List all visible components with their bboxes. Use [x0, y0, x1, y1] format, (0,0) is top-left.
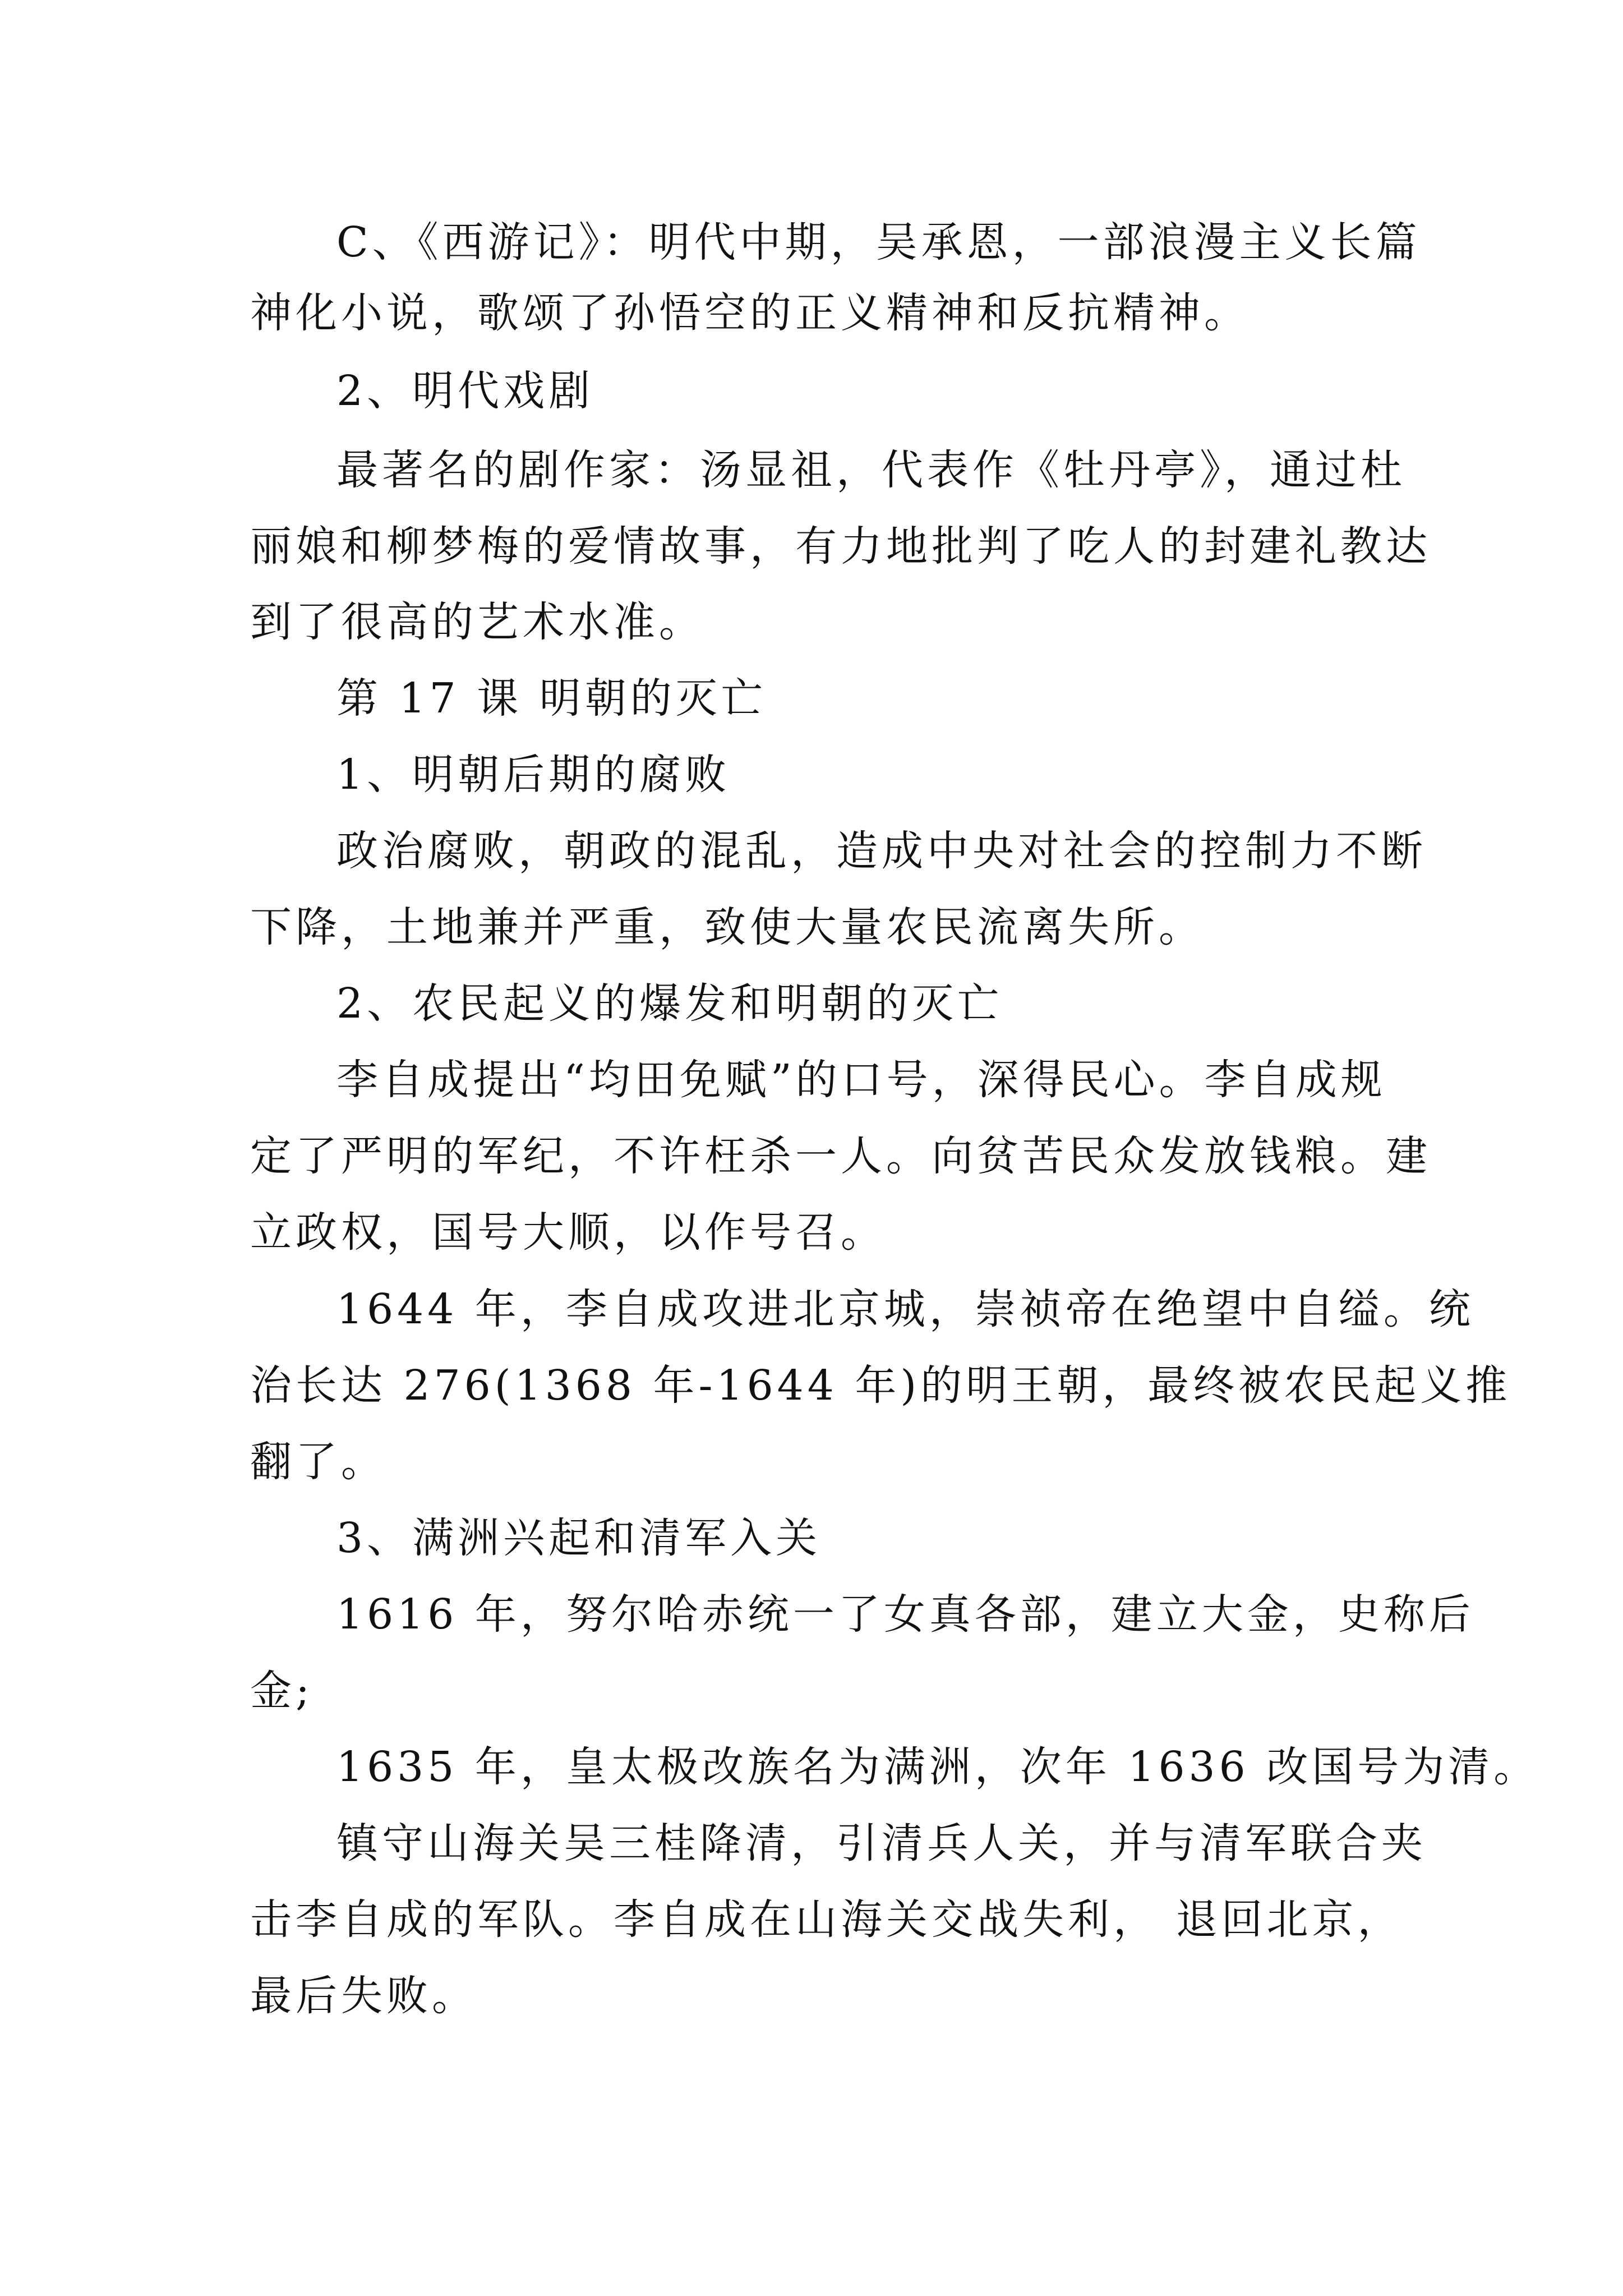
- text-line-22: 镇守山海关吴三桂降清，引清兵人关，并与清军联合夹: [336, 1819, 1427, 1867]
- text-line-24: 最后失败。: [250, 1972, 477, 2020]
- text-line-23: 击李自成的军队。李自成在山海关交战失利， 退回北京，: [250, 1895, 1403, 1944]
- text-line-2: 神化小说，歌颂了孙悟空的正义精神和反抗精神。: [250, 289, 1249, 337]
- text-line-10: 下降，土地兼并严重，致使大量农民流离失所。: [250, 903, 1204, 951]
- section-heading-peasant-uprising: 2、农民起义的爆发和明朝的灭亡: [336, 979, 1003, 1028]
- text-line-16: 治长达 276(1368 年-1644 年)的明王朝，最终被农民起义推: [250, 1361, 1511, 1410]
- text-line-21: 1635 年，皇太极改族名为满洲，次年 1636 改国号为清。: [336, 1743, 1539, 1791]
- section-heading-manchu-rise: 3、满洲兴起和清军入关: [336, 1514, 822, 1562]
- text-line-12: 李自成提出“均田免赋”的口号，深得民心。李自成规: [336, 1056, 1386, 1104]
- text-line-6: 到了很高的艺术水准。: [250, 598, 704, 646]
- text-line-15: 1644 年，李自成攻进北京城，崇祯帝在绝望中自缢。统: [336, 1285, 1474, 1333]
- text-line-4: 最著名的剧作家：汤显祖，代表作《牡丹亭》，通过杜: [336, 446, 1406, 494]
- text-line-5: 丽娘和柳梦梅的爱情故事，有力地批判了吃人的封建礼教达: [250, 522, 1431, 570]
- text-line-14: 立政权，国号大顺，以作号召。: [250, 1208, 886, 1257]
- text-line-9: 政治腐败，朝政的混乱，造成中央对社会的控制力不断: [336, 827, 1427, 875]
- text-line-19: 1616 年，努尔哈赤统一了女真各部，建立大金，史称后: [336, 1590, 1474, 1639]
- section-heading-ming-drama: 2、明代戏剧: [336, 367, 594, 415]
- text-line-13: 定了严明的军纪，不许枉杀一人。向贫苦民众发放钱粮。建: [250, 1132, 1431, 1180]
- section-heading-late-ming: 1、明朝后期的腐败: [336, 751, 731, 799]
- lesson-title: 第 17 课 明朝的灭亡: [336, 674, 767, 723]
- text-line-17: 翻了。: [250, 1438, 386, 1486]
- text-line-20: 金;: [250, 1667, 313, 1715]
- text-line-1: C、《西游记》：明代中期，吴承恩，一部浪漫主义长篇: [336, 218, 1421, 266]
